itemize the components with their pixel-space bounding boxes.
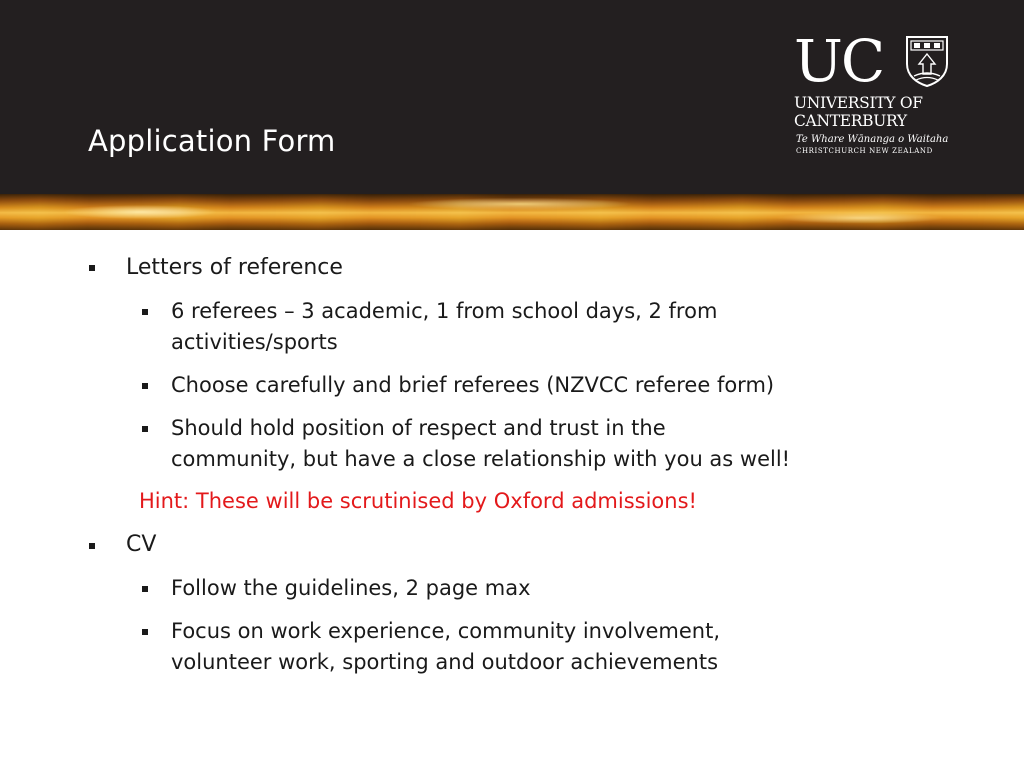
heading-letters-of-reference: Letters of reference — [126, 255, 343, 280]
letters-point-1-line1: 6 referees – 3 academic, 1 from school days, 2 from — [171, 299, 718, 323]
cv-point-2-line2: volunteer work, sporting and outdoor achievements — [171, 650, 719, 674]
bullet-icon — [142, 629, 148, 635]
bullet-icon — [142, 426, 148, 432]
bullet-icon — [89, 265, 95, 271]
letters-point-3-line1: Should hold position of respect and trust in the — [171, 416, 666, 440]
logo-canterbury: CANTERBURY — [794, 112, 907, 130]
letters-point-2: Choose carefully and brief referees (NZVCC referee form) — [171, 373, 775, 397]
cv-point-2-line1: Focus on work experience, community involvement, — [171, 619, 721, 643]
university-crest-icon — [904, 34, 950, 88]
sunset-banner-texture — [0, 194, 1024, 230]
logo-location: CHRISTCHURCH NEW ZEALAND — [796, 147, 933, 155]
header-bar — [0, 0, 1024, 194]
letters-point-3-line2: community, but have a close relationship with you as well! — [171, 447, 791, 471]
cv-point-1: Follow the guidelines, 2 page max — [171, 576, 531, 600]
bullet-icon — [142, 586, 148, 592]
logo-university-of: UNIVERSITY OF — [794, 94, 923, 112]
bullet-icon — [89, 543, 95, 549]
university-logo — [794, 27, 954, 162]
letters-point-1-line2: activities/sports — [171, 330, 338, 354]
hint-text: Hint: These will be scrutinised by Oxford admissions! — [139, 489, 697, 513]
logo-maori-name: Te Whare Wānanga o Waitaha — [796, 134, 949, 145]
slide-title: Application Form — [88, 124, 336, 158]
bullet-icon — [142, 383, 148, 389]
bullet-icon — [142, 309, 148, 315]
logo-uc-wordmark: UC — [794, 27, 884, 95]
heading-cv: CV — [126, 532, 157, 557]
